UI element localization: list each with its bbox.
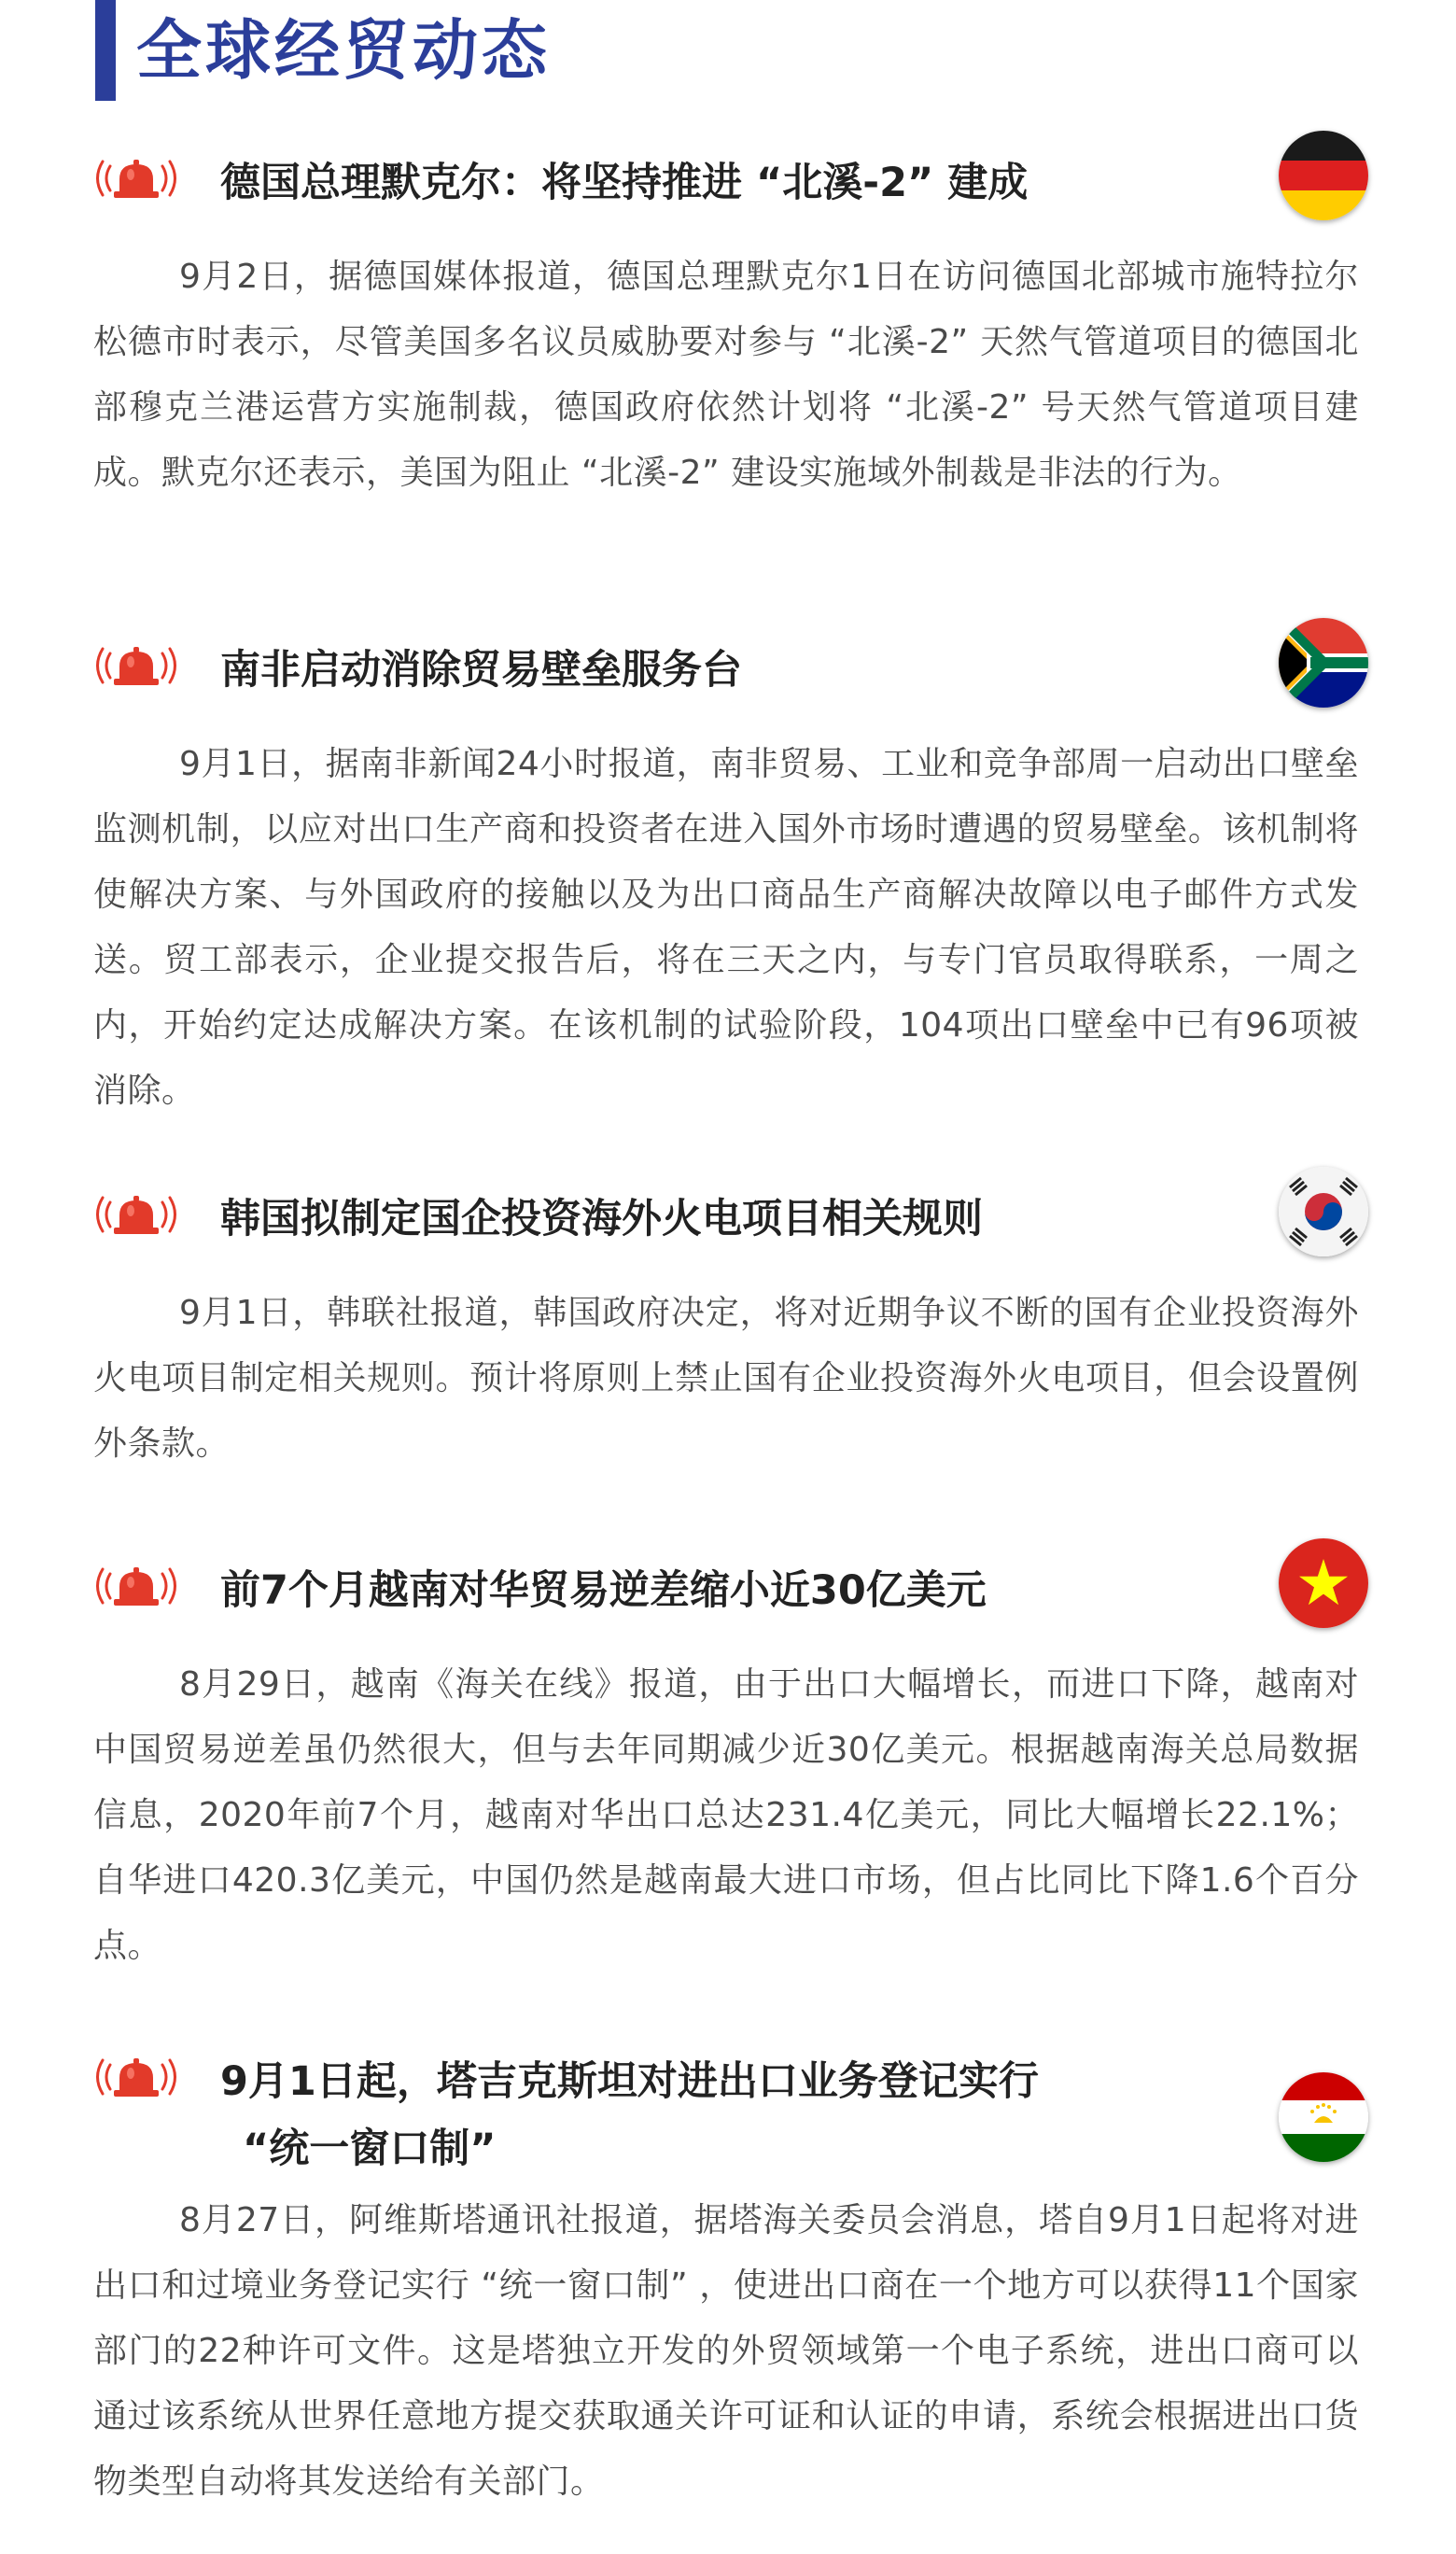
news-body: 8月27日，阿维斯塔通讯社报道，据塔海关委员会消息，塔自9月1日起将对进出口和过境业务登记实行 “统一窗口制” ，使进出口商在一个地方可以获得11个国家部门的22种许可文件。这是塔独立开发的外贸领域第一个电子系统，进出口商可以通过该系统从世界任意地方提交获取通关许可证和认证的申请，系统会根据进出口货物类型自动将其发送给有关部门。 bbox=[93, 2201, 1359, 2501]
news-item bbox=[0, 618, 1456, 1124]
alarm-bell-icon bbox=[90, 1193, 183, 1236]
news-header bbox=[0, 618, 1456, 711]
news-headline: 德国总理默克尔：将坚持推进 “北溪-2” 建成 bbox=[220, 160, 1029, 206]
alarm-bell-icon bbox=[90, 644, 183, 687]
header-accent-bar bbox=[95, 0, 116, 101]
news-headline: 前7个月越南对华贸易逆差缩小近30亿美元 bbox=[220, 1567, 987, 1614]
news-item bbox=[0, 2029, 1456, 2515]
news-headline-line1: 9月1日起，塔吉克斯坦对进出口业务登记实行 bbox=[220, 2058, 1039, 2105]
germany-flag-icon bbox=[1279, 131, 1368, 220]
news-item bbox=[0, 131, 1456, 506]
news-body: 9月1日，据南非新闻24小时报道，南非贸易、工业和竞争部周一启动出口壁垒监测机制，以应对出口生产商和投资者在进入国外市场时遭遇的贸易壁垒。该机制将使解决方案、与外国政府的接触以及为出口商品生产商解决故障以电子邮件方式发送。贸工部表示，企业提交报告后，将在三天之内，与专门官员取得联系，一周之内，开始约定达成解决方案。在该机制的试验阶段，104项出口壁垒中已有96项被消除。 bbox=[93, 745, 1359, 1110]
alarm-bell-icon bbox=[90, 157, 183, 200]
news-item bbox=[0, 1538, 1456, 1979]
news-headline: 韩国拟制定国企投资海外火电项目相关规则 bbox=[220, 1196, 983, 1242]
news-body: 9月2日，据德国媒体报道，德国总理默克尔1日在访问德国北部城市施特拉尔松德市时表示，尽管美国多名议员威胁要对参与 “北溪-2” 天然气管道项目的德国北部穆克兰港运营方实施制裁，德国政府依然计划将 “北溪-2” 号天然气管道项目建成。默克尔还表示，美国为阻止 “北溪-2” 建设实施域外制裁是非法的行为。 bbox=[93, 258, 1359, 492]
tajikistan-flag-icon bbox=[1279, 2072, 1368, 2162]
south-africa-flag-icon bbox=[1279, 618, 1368, 708]
page-title: 全球经贸动态 bbox=[136, 12, 551, 89]
news-body: 9月1日，韩联社报道，韩国政府决定，将对近期争议不断的国有企业投资海外火电项目制定相关规则。预计将原则上禁止国有企业投资海外火电项目，但会设置例外条款。 bbox=[93, 1294, 1359, 1463]
alarm-bell-icon bbox=[90, 1565, 183, 1607]
news-header bbox=[0, 1538, 1456, 1632]
news-header bbox=[0, 1167, 1456, 1260]
news-header bbox=[0, 131, 1456, 224]
news-headline-line2: “统一窗口制” bbox=[243, 2126, 497, 2172]
news-body: 8月29日，越南《海关在线》报道，由于出口大幅增长，而进口下降，越南对中国贸易逆差虽仍然很大，但与去年同期减少近30亿美元。根据越南海关总局数据信息，2020年前7个月，越南对华出口总达231.4亿美元，同比大幅增长22.1%；自华进口420.3亿美元，中国仍然是越南最大进口市场，但占比同比下降1.6个百分点。 bbox=[93, 1665, 1359, 1965]
page-header bbox=[95, 0, 551, 101]
news-headline bbox=[220, 2048, 1247, 2182]
news-header bbox=[0, 2029, 1456, 2188]
vietnam-flag-icon bbox=[1279, 1538, 1368, 1628]
news-item bbox=[0, 1167, 1456, 1477]
alarm-bell-icon bbox=[90, 2056, 183, 2098]
news-headline: 南非启动消除贸易壁垒服务台 bbox=[220, 647, 742, 694]
south-korea-flag-icon bbox=[1279, 1167, 1368, 1256]
